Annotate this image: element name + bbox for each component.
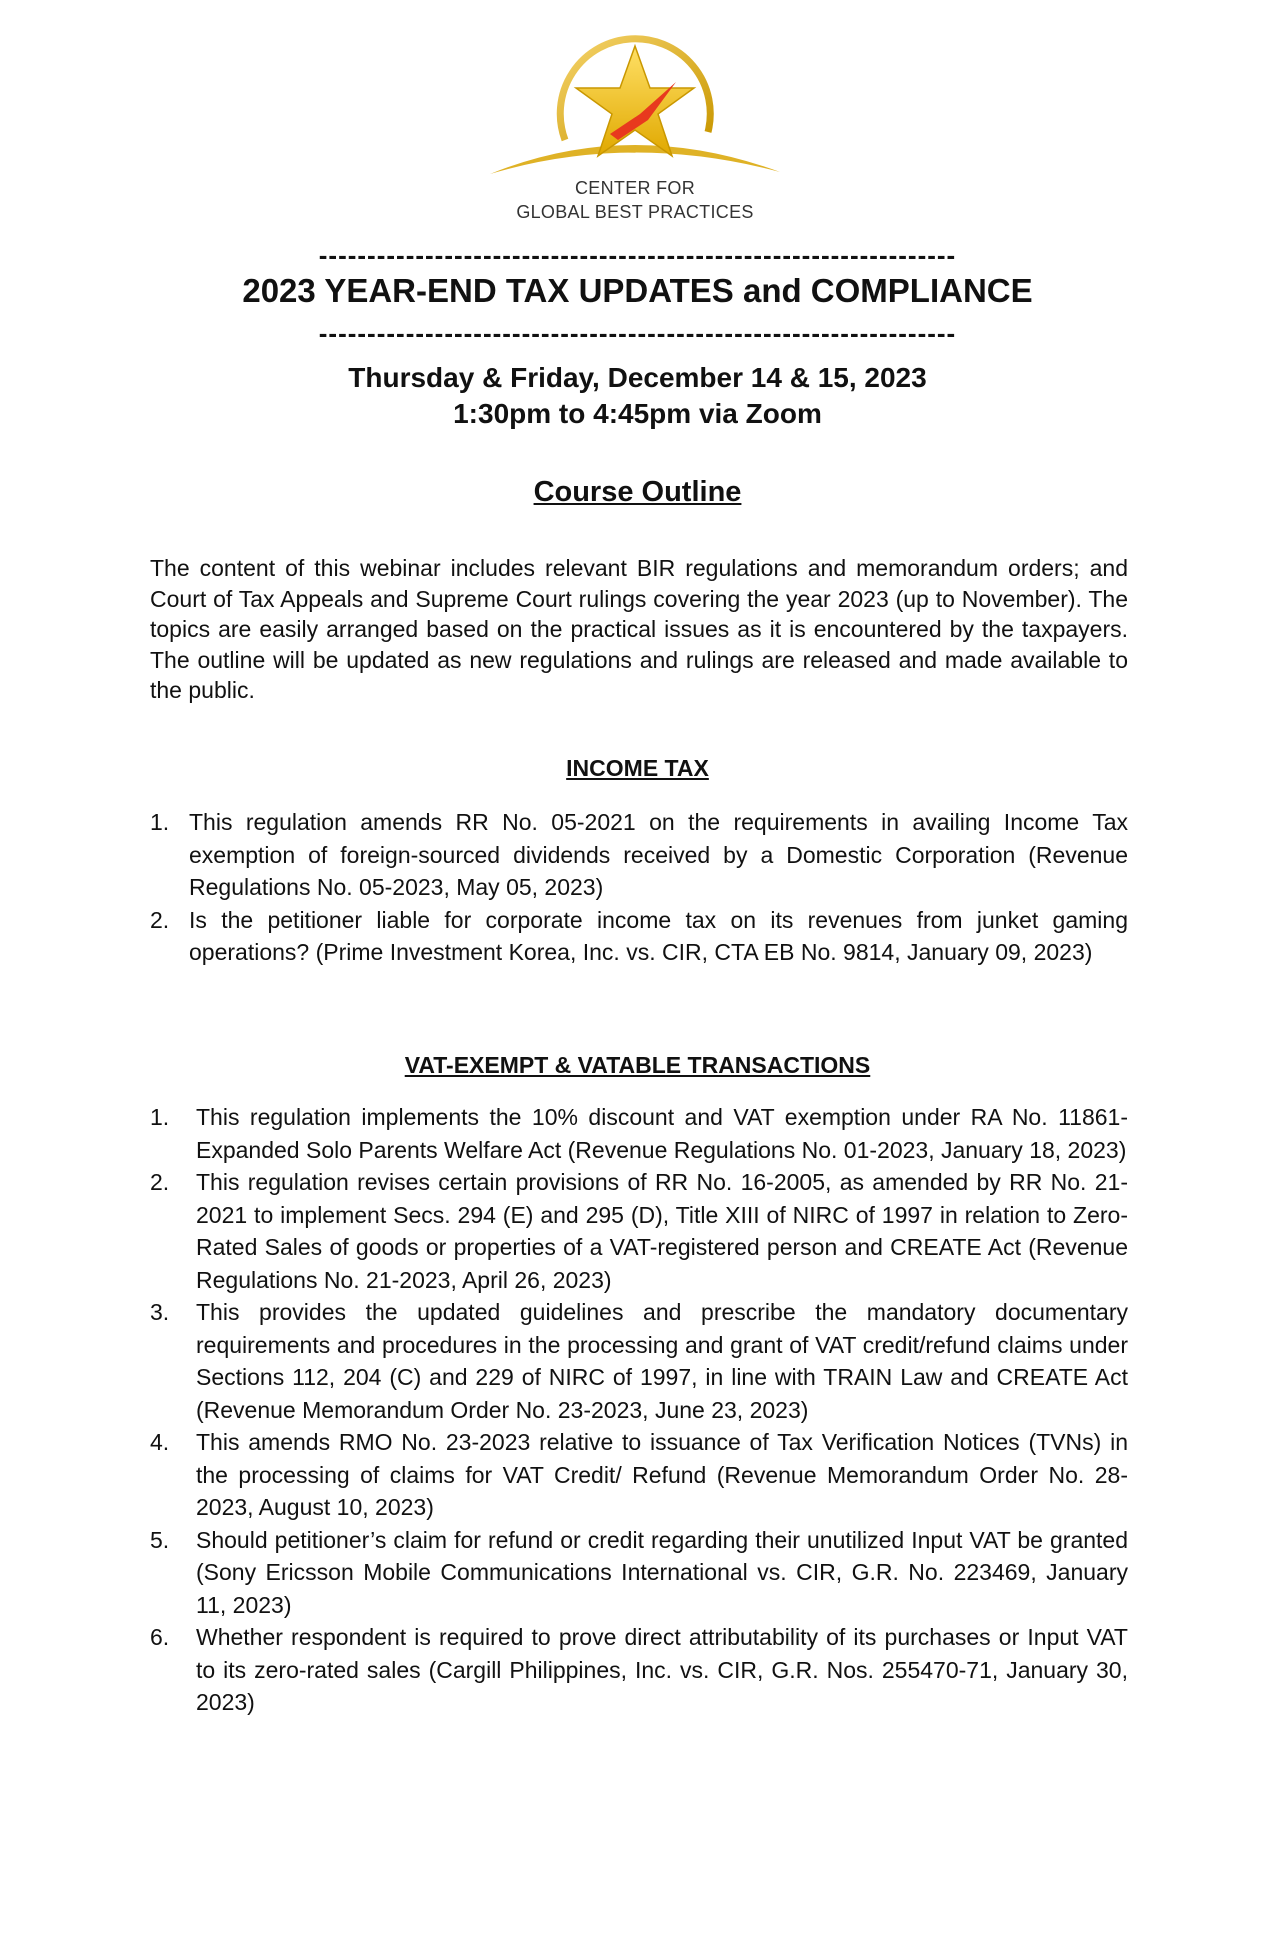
- list-item-text: This regulation amends RR No. 05-2021 on the requirements in availing Income Tax exemption of foreign-sourced dividends received by a Domestic Corporation (Revenue Regulations No. 05-2023, May 05, 2023): [189, 809, 1128, 900]
- event-title: 2023 YEAR-END TAX UPDATES and COMPLIANCE: [242, 272, 1033, 309]
- center-for-global-best-practices-logo: [480, 22, 790, 232]
- logo-text-line1: CENTER FOR: [575, 178, 695, 198]
- list-item-number: 6.: [150, 1624, 170, 1650]
- list-item-text: Should petitioner’s claim for refund or credit regarding their unutilized Input VAT be granted (Sony Ericsson Mobile Communications International vs. CIR, G.R. No. 223469, January 11, 2023): [196, 1526, 1128, 1618]
- list-item-number: 1.: [150, 809, 170, 835]
- swoosh: [490, 145, 780, 174]
- list-item-number: 4.: [150, 1429, 170, 1455]
- list-item-number: 3.: [150, 1299, 170, 1325]
- logo-text-line2: GLOBAL BEST PRACTICES: [516, 202, 754, 222]
- event-date: Thursday & Friday, December 14 & 15, 2023: [348, 362, 927, 393]
- list-item: [150, 1101, 1128, 1166]
- list-item-text: This amends RMO No. 23-2023 relative to issuance of Tax Verification Notices (TVNs) in the processing of claims for VAT Credit/ Refund (Revenue Memorandum Order No. 28-2023, August 10, 2023): [196, 1429, 1128, 1520]
- list-item-text: This regulation revises certain provisions of RR No. 16-2005, as amended by RR No. 21-2021 to implement Secs. 294 (E) and 295 (D), Title XIII of NIRC of 1997 in relation to Zero-Rated Sales of goods or properties of a VAT-registered person and CREATE Act (Revenue Regulations No. 21-2023, April 26, 2023): [196, 1169, 1128, 1293]
- star-shape: [576, 46, 694, 156]
- list-item: [150, 806, 1128, 904]
- list-item: [150, 1166, 1128, 1296]
- dashed-separator-top: ------------------------------------------------------------------: [318, 240, 957, 270]
- list-item-text: Whether respondent is required to prove direct attributability of its purchases or Input VAT to its zero-rated sales (Cargill Philippines, Inc. vs. CIR, G.R. Nos. 255470-71, January 30, 2023): [196, 1624, 1128, 1715]
- vat-transactions-heading: VAT-EXEMPT & VATABLE TRANSACTIONS: [404, 1052, 871, 1078]
- list-item-number: 2.: [150, 906, 170, 933]
- income-tax-heading: INCOME TAX: [566, 755, 709, 781]
- list-item-number: 5.: [150, 1526, 170, 1553]
- course-outline-heading: Course Outline: [533, 476, 742, 508]
- list-item: [150, 1426, 1128, 1524]
- star-logo-icon: [480, 22, 790, 182]
- vat-transactions-list: [150, 1101, 1128, 1719]
- list-item-text: This regulation implements the 10% discount and VAT exemption under RA No. 11861-Expanded Solo Parents Welfare Act (Revenue Regulations No. 01-2023, January 18, 2023): [196, 1104, 1128, 1163]
- income-tax-list: [150, 806, 1128, 969]
- list-item: [150, 1621, 1128, 1719]
- list-item-number: 1.: [150, 1104, 170, 1130]
- list-item: [150, 1296, 1128, 1426]
- list-item-text: This provides the updated guidelines and prescribe the mandatory documentary requirements and procedures in the processing and grant of VAT credit/refund claims under Sections 112, 204 (C) and 229 of NIRC of 1997, in line with TRAIN Law and CREATE Act (Revenue Memorandum Order No. 23-2023, June 23, 2023): [196, 1299, 1128, 1423]
- dashed-separator-bottom: ------------------------------------------------------------------: [318, 318, 957, 348]
- intro-paragraph: The content of this webinar includes relevant BIR regulations and memorandum orders; and Court of Tax Appeals and Supreme Court rulings covering the year 2023 (up to November). The topics are easily arranged based on the practical issues as it is encountered by the taxpayers. The outline will be updated as new regulations and rulings are released and made available to the public.: [150, 555, 1128, 703]
- event-time: 1:30pm to 4:45pm via Zoom: [453, 398, 822, 429]
- list-item: [150, 904, 1128, 969]
- list-item: [150, 1524, 1128, 1622]
- list-item-number: 2.: [150, 1169, 170, 1195]
- list-item-text: Is the petitioner liable for corporate income tax on its revenues from junket gaming operations? (Prime Investment Korea, Inc. vs. CIR, CTA EB No. 9814, January 09, 2023): [189, 906, 1128, 965]
